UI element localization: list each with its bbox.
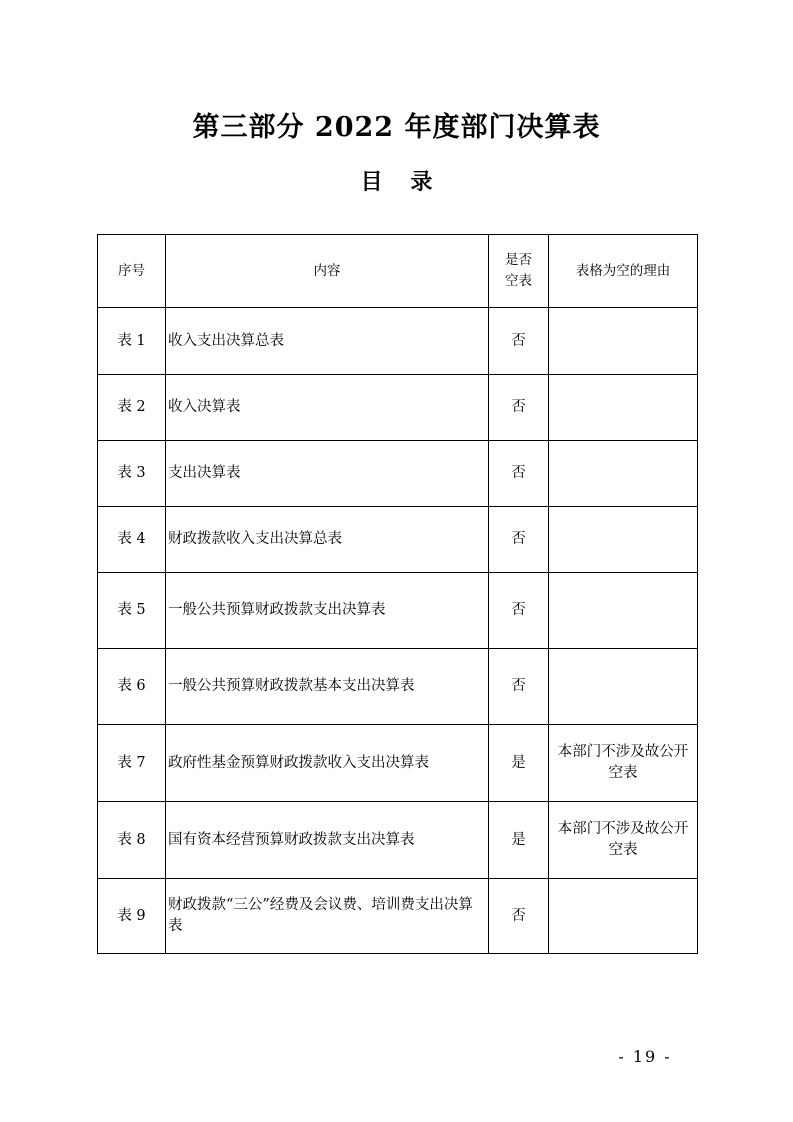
header-empty: 是否 空表 [489,235,549,308]
row-seq: 表 4 [98,507,166,573]
row-seq: 表 9 [98,879,166,954]
table-row [98,879,698,954]
row-empty: 否 [489,507,549,573]
row-reason [549,308,698,375]
table-row [98,649,698,725]
row-seq: 表 3 [98,441,166,507]
row-reason [549,375,698,441]
row-content: 收入决算表 [166,375,489,441]
catalog-heading: 目 录 [360,169,433,195]
row-reason [549,507,698,573]
row-content: 财政拨款收入支出决算总表 [166,507,489,573]
row-reason [549,879,698,954]
row-content: 一般公共预算财政拨款支出决算表 [166,573,489,649]
row-empty: 否 [489,375,549,441]
row-reason [549,441,698,507]
row-reason: 本部门不涉及故公开空表 [549,802,698,879]
header-seq: 序号 [98,235,166,308]
row-seq: 表 7 [98,725,166,802]
row-content: 支出决算表 [166,441,489,507]
page-number: - 19 - [618,1047,672,1066]
row-seq: 表 2 [98,375,166,441]
row-seq: 表 8 [98,802,166,879]
table-row [98,375,698,441]
row-seq: 表 5 [98,573,166,649]
row-empty: 是 [489,802,549,879]
table-row [98,507,698,573]
row-reason: 本部门不涉及故公开空表 [549,725,698,802]
table-row [98,725,698,802]
row-seq: 表 1 [98,308,166,375]
row-content: 收入支出决算总表 [166,308,489,375]
row-content: 国有资本经营预算财政拨款支出决算表 [166,802,489,879]
row-reason [549,573,698,649]
row-empty: 是 [489,725,549,802]
row-reason [549,649,698,725]
catalog-table [97,234,698,954]
row-content: 政府性基金预算财政拨款收入支出决算表 [166,725,489,802]
table-header-row [98,235,698,308]
row-seq: 表 6 [98,649,166,725]
row-empty: 否 [489,879,549,954]
table-row [98,308,698,375]
page-title: 第三部分 2022 年度部门决算表 [192,112,601,143]
row-empty: 否 [489,441,549,507]
table-row [98,441,698,507]
row-content: 财政拨款“三公”经费及会议费、培训费支出决算表 [166,879,489,954]
header-content: 内容 [166,235,489,308]
row-content: 一般公共预算财政拨款基本支出决算表 [166,649,489,725]
row-empty: 否 [489,573,549,649]
table-row [98,802,698,879]
row-empty: 否 [489,649,549,725]
table-row [98,573,698,649]
header-reason: 表格为空的理由 [549,235,698,308]
row-empty: 否 [489,308,549,375]
